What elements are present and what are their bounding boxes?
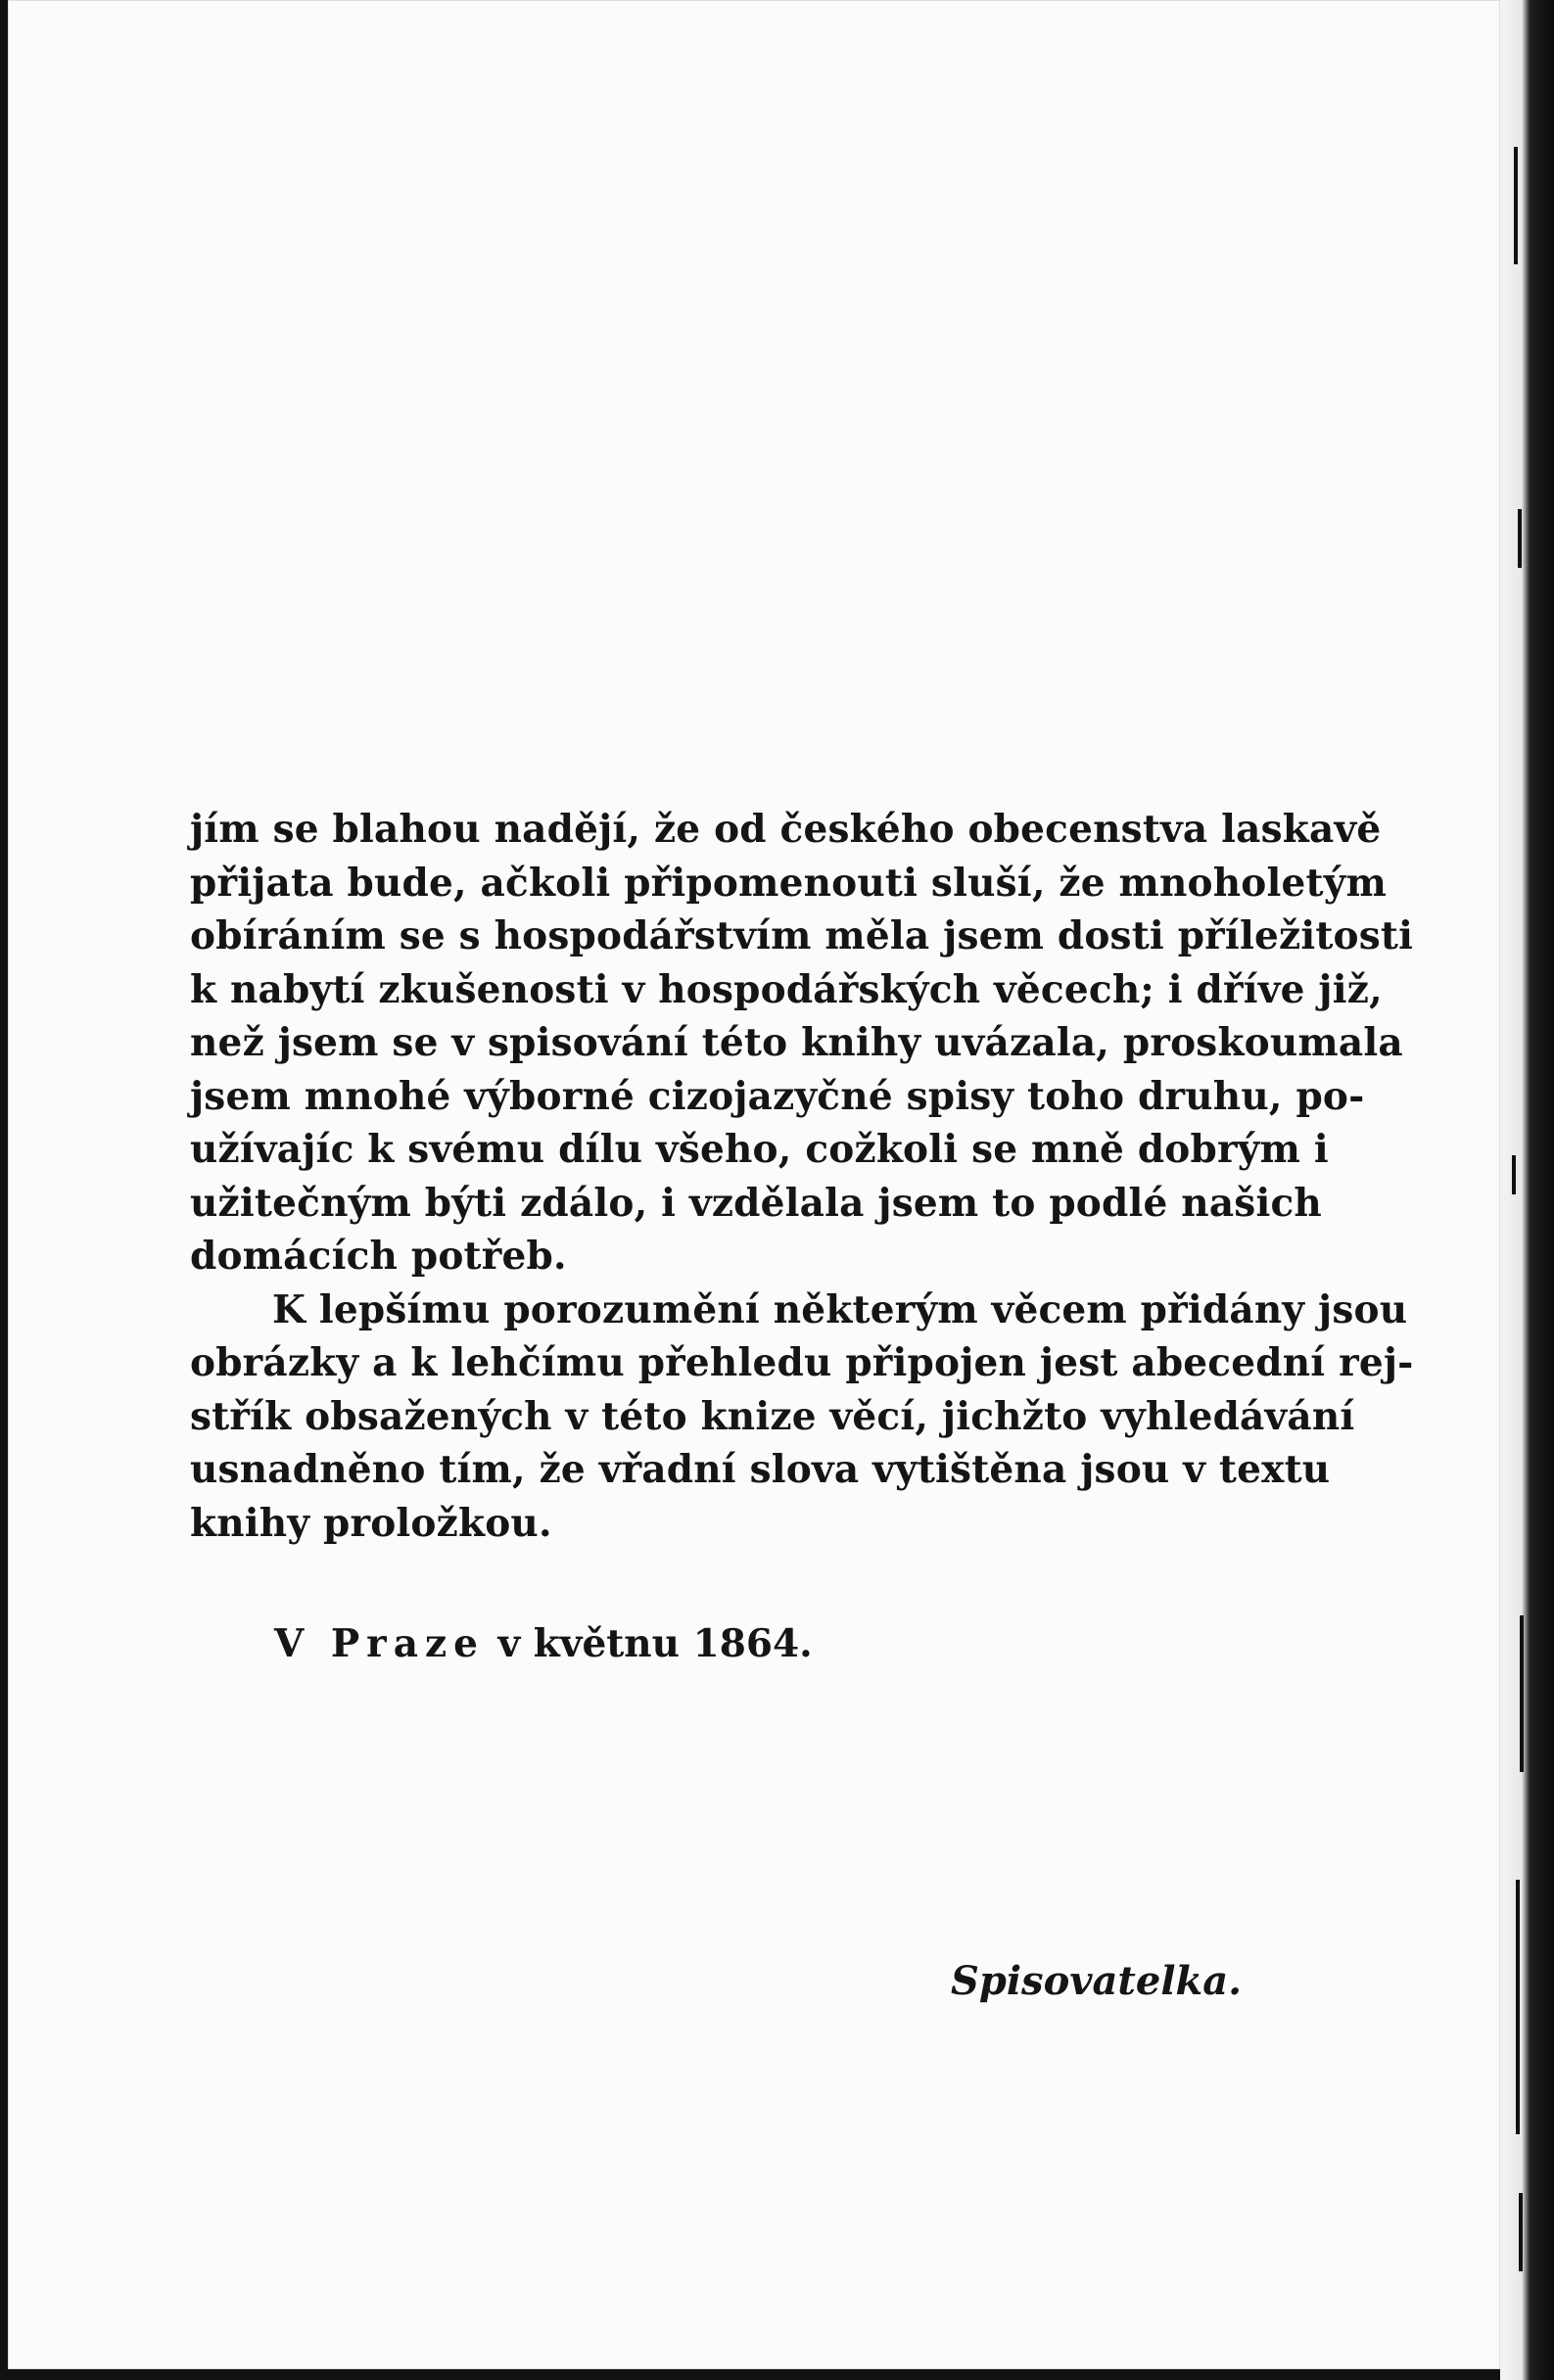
text-line: k nabytí zkušenosti v hospodářských věcech; i dříve již, bbox=[190, 966, 1383, 1012]
text-line: K lepšímu porozumění některým věcem přidány jsou bbox=[272, 1286, 1408, 1332]
text-line: jsem mnohé výborné cizojazyčné spisy toho druhu, po- bbox=[190, 1073, 1365, 1119]
text-line: střík obsažených v této knize věcí, jichžto vyhledávání bbox=[190, 1393, 1355, 1439]
page-edge-shadow bbox=[1500, 0, 1554, 2380]
edge-mark bbox=[1514, 147, 1518, 264]
dateline-place: V Praze bbox=[274, 1621, 485, 1666]
edge-mark bbox=[1516, 1880, 1520, 2134]
book-page bbox=[8, 0, 1500, 2369]
text-line: jím se blahou nadějí, že od českého obecenstva laskavě bbox=[190, 807, 1382, 852]
edge-mark bbox=[1518, 509, 1522, 568]
text-line: užitečným býti zdálo, i vzdělala jsem to podlé našich bbox=[190, 1180, 1322, 1226]
paragraph-1 bbox=[190, 803, 1414, 1283]
text-line: užívajíc k svému dílu všeho, cožkoli se mně dobrým i bbox=[190, 1127, 1329, 1172]
text-line: obrázky a k lehčímu přehledu připojen jest abecední rej- bbox=[190, 1340, 1414, 1385]
edge-mark bbox=[1512, 1155, 1516, 1194]
text-line: domácích potřeb. bbox=[190, 1234, 567, 1279]
text-line: než jsem se v spisování této knihy uvázala, proskoumala bbox=[190, 1020, 1403, 1065]
text-line: usnadněno tím, že vřadní slova vytištěna jsou v textu bbox=[190, 1447, 1331, 1492]
text-line: knihy proložkou. bbox=[190, 1500, 552, 1546]
text-line: přijata bude, ačkoli připomenouti sluší, že mnoholetým bbox=[190, 860, 1388, 906]
body-text bbox=[190, 803, 1414, 1550]
dateline-date: v květnu 1864. bbox=[484, 1621, 813, 1666]
edge-mark bbox=[1519, 2193, 1523, 2271]
dateline bbox=[274, 1621, 813, 1666]
text-line: obíráním se s hospodářstvím měla jsem dosti příležitosti bbox=[190, 913, 1414, 958]
author-signature: Spisovatelka. bbox=[951, 1958, 1243, 2004]
edge-mark bbox=[1520, 1615, 1524, 1772]
paragraph-2 bbox=[190, 1283, 1414, 1551]
